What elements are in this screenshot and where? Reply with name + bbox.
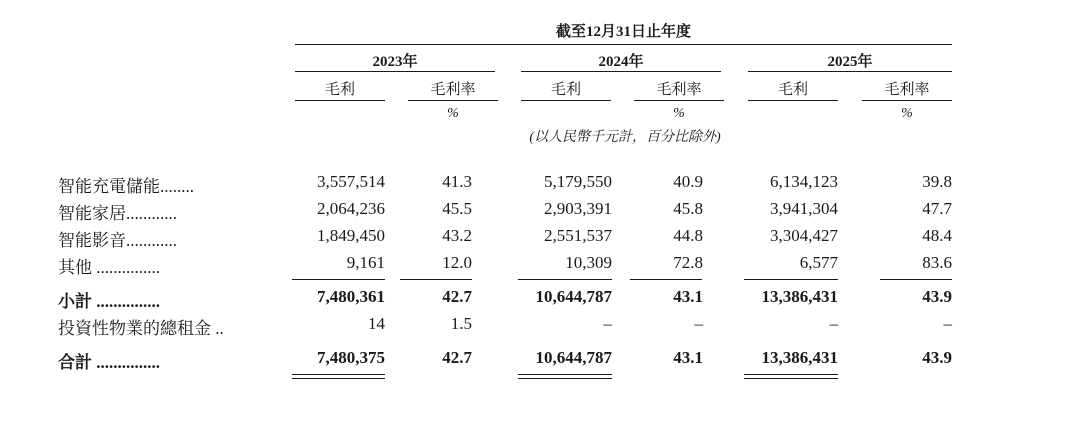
percent-unit-2024: % (673, 106, 685, 121)
table-cell: 43.9 (922, 348, 952, 367)
underline-rule (880, 279, 952, 280)
table-cell: 7,480,361 (317, 287, 385, 306)
table-cell: 6,577 (799, 253, 838, 272)
table-row (0, 253, 1080, 279)
row-label: 智能充電儲能........ (58, 177, 194, 196)
table-cell: 9,161 (346, 253, 385, 272)
table-row (0, 199, 1080, 225)
table-cell: 3,304,427 (770, 226, 838, 245)
year-rule-2023 (295, 71, 495, 72)
sub-rule-2 (408, 100, 498, 101)
underline-rule (744, 279, 838, 280)
table-cell: 43.2 (442, 226, 472, 245)
percent-unit-2025: % (901, 106, 913, 121)
table-cell: 43.1 (673, 287, 703, 306)
table-cell: 2,903,391 (544, 199, 612, 218)
col-header-gross-profit-2023: 毛利 (324, 82, 355, 98)
period-rule (295, 44, 952, 45)
table-cell: 5,179,550 (544, 172, 612, 191)
table-cell: 10,644,787 (535, 287, 612, 306)
table-cell: 45.5 (442, 199, 472, 218)
table-cell: 42.7 (442, 287, 472, 306)
underline-rule (630, 279, 702, 280)
period-header: 截至12月31日止年度 (555, 24, 691, 40)
table-row (0, 226, 1080, 252)
table-cell: 48.4 (922, 226, 952, 245)
table-cell: 72.8 (673, 253, 703, 272)
row-label: 投資性物業的總租金 .. (58, 319, 224, 338)
table-cell: 13,386,431 (761, 348, 838, 367)
underline-rule (400, 279, 472, 280)
table-cell: 47.7 (922, 199, 952, 218)
sub-rule-4 (634, 100, 724, 101)
table-cell: 2,064,236 (317, 199, 385, 218)
underline-rule (292, 378, 385, 379)
unit-note: (以人民幣千元計，百分比除外) (529, 130, 721, 145)
year-rule-2024 (521, 71, 721, 72)
table-cell: 44.8 (673, 226, 703, 245)
table-cell: 13,386,431 (761, 287, 838, 306)
table-cell: – (603, 314, 612, 333)
year-rule-2025 (748, 71, 952, 72)
underline-rule (518, 374, 612, 375)
table-cell: 43.1 (673, 348, 703, 367)
sub-rule-1 (295, 100, 385, 101)
table-cell: 14 (368, 314, 385, 333)
underline-rule (518, 279, 612, 280)
table-row (0, 348, 1080, 374)
year-header-2023: 2023年 (372, 54, 418, 70)
row-label: 小計 ............... (58, 292, 160, 311)
table-cell: 42.7 (442, 348, 472, 367)
table-cell: 6,134,123 (770, 172, 838, 191)
table-cell: 45.8 (673, 199, 703, 218)
table-row (0, 314, 1080, 340)
table-cell: 2,551,537 (544, 226, 612, 245)
year-header-2024: 2024年 (598, 54, 644, 70)
col-header-gross-margin-2023: 毛利率 (430, 82, 476, 98)
table-cell: 3,557,514 (317, 172, 385, 191)
table-cell: 12.0 (442, 253, 472, 272)
percent-unit-2023: % (447, 106, 459, 121)
year-header-2025: 2025年 (827, 54, 873, 70)
underline-rule (292, 279, 385, 280)
table-cell: 83.6 (922, 253, 952, 272)
row-label: 智能影音............ (58, 231, 177, 250)
table-cell: 1.5 (450, 314, 472, 333)
col-header-gross-margin-2025: 毛利率 (884, 82, 930, 98)
row-label: 其他 ............... (58, 258, 160, 277)
col-header-gross-margin-2024: 毛利率 (656, 82, 702, 98)
col-header-gross-profit-2024: 毛利 (550, 82, 581, 98)
sub-rule-6 (862, 100, 952, 101)
row-label: 智能家居............ (58, 204, 177, 223)
table-cell: 3,941,304 (770, 199, 838, 218)
sub-rule-3 (521, 100, 611, 101)
table-cell: 1,849,450 (317, 226, 385, 245)
table-cell: 39.8 (922, 172, 952, 191)
table-row (0, 287, 1080, 313)
underline-rule (518, 378, 612, 379)
table-cell: 43.9 (922, 287, 952, 306)
col-header-gross-profit-2025: 毛利 (777, 82, 808, 98)
table-cell: – (694, 314, 703, 333)
table-cell: – (829, 314, 838, 333)
underline-rule (292, 374, 385, 375)
table-cell: 10,644,787 (535, 348, 612, 367)
sub-rule-5 (748, 100, 838, 101)
row-label: 合計 ............... (58, 353, 160, 372)
underline-rule (744, 374, 838, 375)
table-cell: 7,480,375 (317, 348, 385, 367)
table-cell: 10,309 (565, 253, 612, 272)
table-cell: 41.3 (442, 172, 472, 191)
table-cell: – (943, 314, 952, 333)
table-cell: 40.9 (673, 172, 703, 191)
table-row (0, 172, 1080, 198)
underline-rule (744, 378, 838, 379)
